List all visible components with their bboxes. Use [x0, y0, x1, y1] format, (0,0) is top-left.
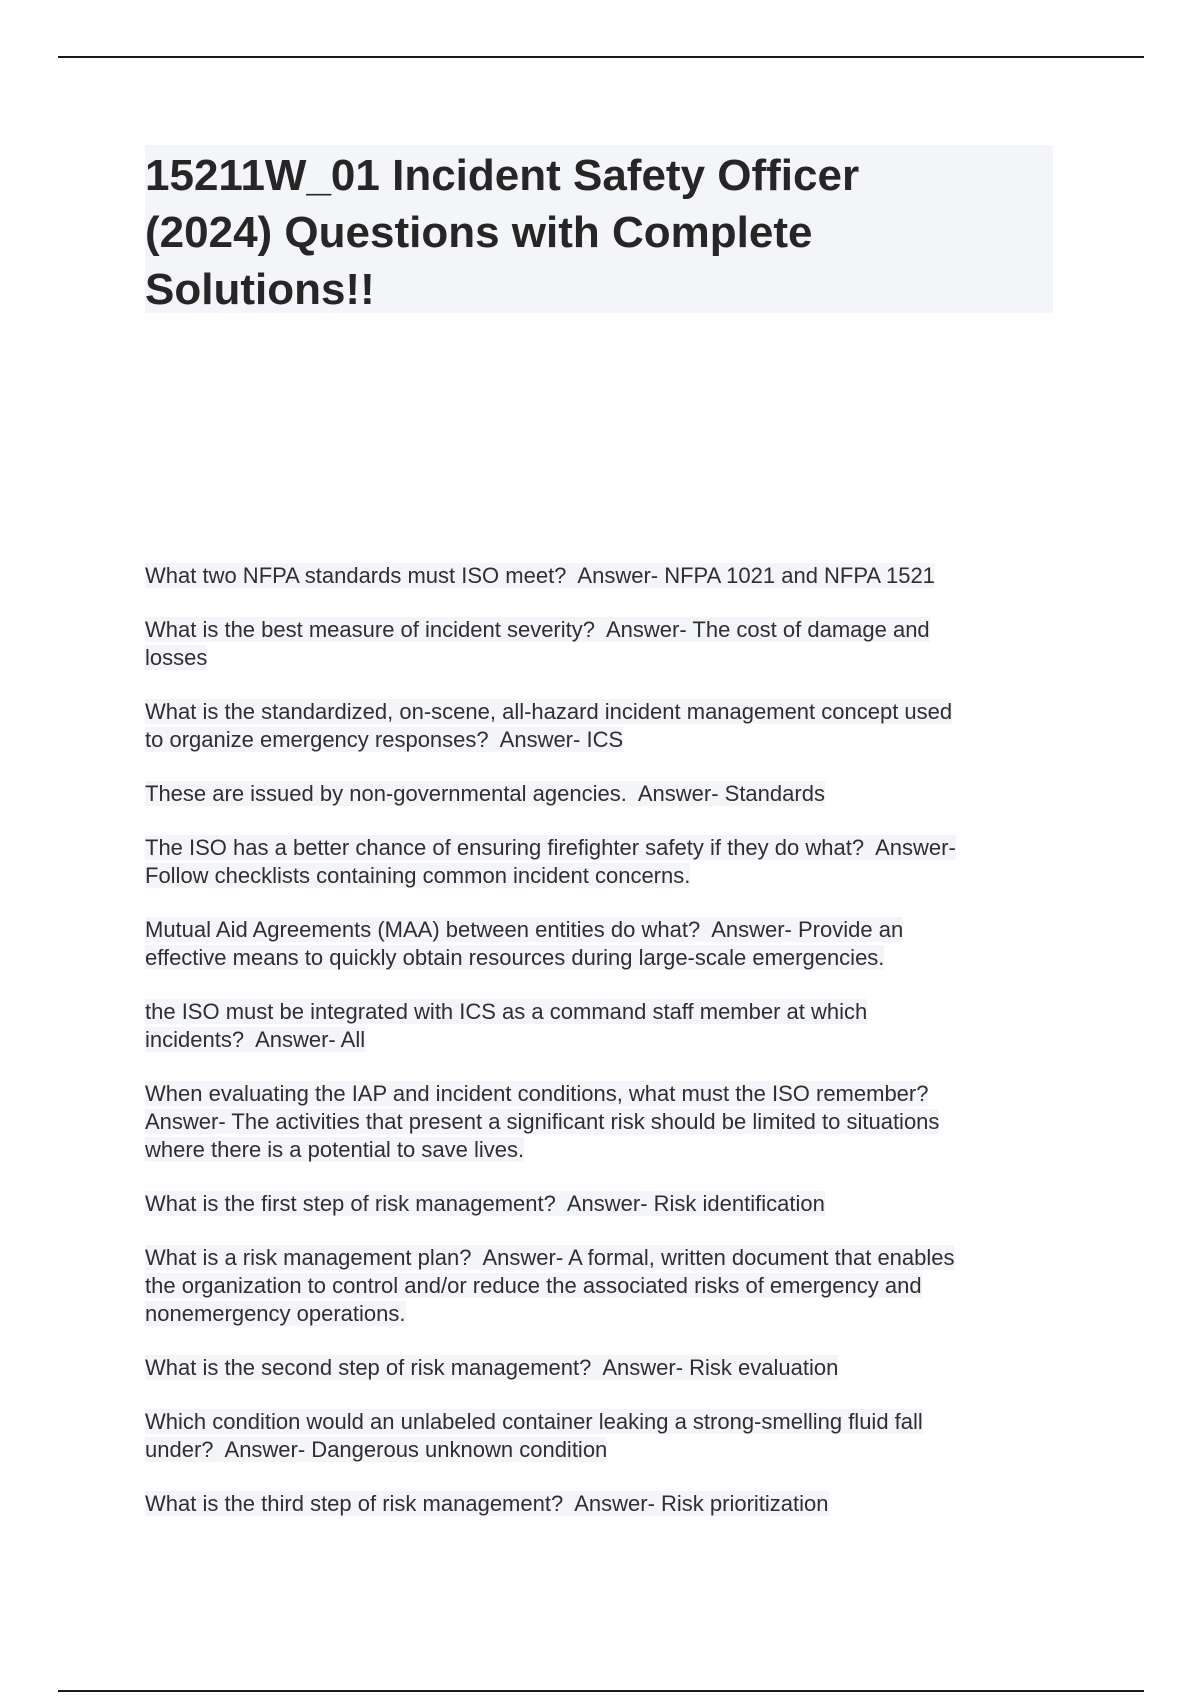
- title-block: [145, 145, 1053, 313]
- top-rule: [58, 56, 1144, 58]
- qa-item: What is the third step of risk management? Answer- Risk prioritization: [145, 1491, 829, 1516]
- qa-item: What is the second step of risk management? Answer- Risk evaluation: [145, 1355, 839, 1380]
- qa-item: What two NFPA standards must ISO meet? Answer- NFPA 1021 and NFPA 1521: [145, 563, 935, 588]
- qa-item: When evaluating the IAP and incident conditions, what must the ISO remember? Answer- The activities that present a significant risk should be limited to situations where there is a potential to save lives.: [145, 1081, 940, 1162]
- qa-item: These are issued by non-governmental agencies. Answer- Standards: [145, 781, 825, 806]
- document-title: 15211W_01 Incident Safety Officer (2024) Questions with Complete Solutions!!: [145, 151, 860, 314]
- qa-item: What is the first step of risk management? Answer- Risk identification: [145, 1191, 825, 1216]
- qa-item: the ISO must be integrated with ICS as a command staff member at which incidents? Answer- All: [145, 999, 868, 1052]
- qa-item: What is the best measure of incident severity? Answer- The cost of damage and losses: [145, 617, 930, 670]
- qa-item: Mutual Aid Agreements (MAA) between entities do what? Answer- Provide an effective means to quickly obtain resources during large-scale emergencies.: [145, 917, 904, 970]
- qa-item: What is a risk management plan? Answer- A formal, written document that enables the organization to control and/or reduce the associated risks of emergency and nonemergency operations.: [145, 1245, 955, 1326]
- qa-item: The ISO has a better chance of ensuring firefighter safety if they do what? Answer- Follow checklists containing common incident concerns.: [145, 835, 956, 888]
- qa-item: Which condition would an unlabeled container leaking a strong-smelling fluid fall under? Answer- Dangerous unknown condition: [145, 1409, 923, 1462]
- bottom-rule: [58, 1690, 1144, 1692]
- qa-list: [145, 562, 1065, 1544]
- qa-item: What is the standardized, on-scene, all-hazard incident management concept used to organize emergency responses? Answer- ICS: [145, 699, 953, 752]
